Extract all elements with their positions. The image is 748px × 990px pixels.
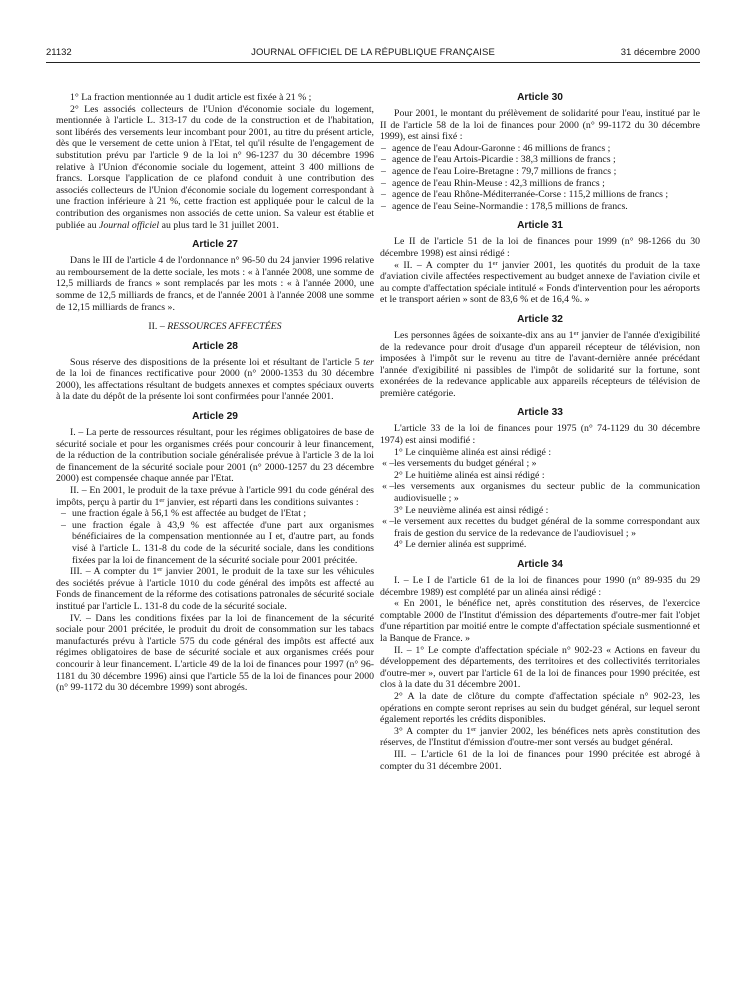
quote-list [380,458,700,470]
list-item: – agence de l'eau Rhône-Méditerranée-Corse : 115,2 millions de francs ; [380,189,700,201]
list-item: « – les versements du budget général ; » [382,458,537,470]
issue-date: 31 décembre 2000 [620,47,700,58]
page-number: 21132 [46,47,72,58]
article-heading: Article 33 [517,407,563,419]
paragraph: « En 2001, le bénéfice net, après constitution des réserves, de l'exercice comptable 2000 de l'Institut d'émission des départements d'outre-mer fait l'objet d'une répartition par moitié entre le compte d'affectation spéciale susmentionné et la Banque de France. » [380,598,700,644]
list-item: – une fraction égale à 56,1 % est affectée au budget de l'Etat ; [60,508,374,520]
list-item: – agence de l'eau Rhin-Meuse : 42,3 millions de francs ; [380,178,700,190]
list-item: « – les versements aux organismes du secteur public de la communication audiovisuelle ; » [382,481,700,505]
paragraph: 1° La fraction mentionnée au 1 dudit article est fixée à 21 % ; [70,92,312,103]
list-item: – agence de l'eau Artois-Picardie : 38,3 millions de francs ; [380,154,700,166]
left-column [56,92,374,694]
journal-title: JOURNAL OFFICIEL DE LA RÉPUBLIQUE FRANÇAISE [251,47,495,58]
page-header [46,46,700,63]
paragraph: L'article 33 de la loi de finances pour 1975 (n° 74-1129 du 30 décembre 1974) est ainsi modifié : [380,423,700,447]
italic-text: Journal officiel [99,219,160,231]
section-heading: II. – RESSOURCES AFFECTÉES [148,321,282,333]
paragraph: III. – A compter du 1er janvier 2001, le produit de la taxe sur les véhicules des sociétés prévue à l'article 1010 du code général des impôts est affecté au Fonds de financement de la réforme des cotisations patronales de sécurité sociale institué par l'article L. 131-8 du code de la sécurité sociale. [56,566,375,612]
paragraph: « II. – A compter du 1er janvier 2001, les quotités du produit de la taxe d'aviation civile affectées respectivement au budget annexe de l'aviation civile et au compte d'affectation spéciale intitulé « Fonds d'intervention pour les aéroports et le transport aérien » sont de 83,6 % et de 16,4 %. » [380,259,700,306]
quote-list [380,481,700,504]
article-heading: Article 28 [192,340,238,352]
list-item: – une fraction égale à 43,9 % est affectée d'une part aux organismes bénéficiaires de la compensation mentionnée au I et, d'autre part, au fonds visé à l'article L. 131-8 du code de la sécurité sociale, dans les conditions fixées par la loi de financement de la sécurité sociale pour 2001 précitée. [60,520,374,566]
quote-list [380,516,700,539]
dash-list [380,143,700,213]
dash-list [56,508,374,566]
list-item: – agence de l'eau Adour-Garonne : 46 millions de francs ; [380,143,700,155]
article-heading: Article 32 [517,313,563,325]
paragraph: I. – Le I de l'article 61 de la loi de finances pour 1990 (n° 89-935 du 29 décembre 1989) est complété par un alinéa ainsi rédigé : [380,575,700,598]
article-heading: Article 27 [192,239,238,251]
list-item: – agence de l'eau Loire-Bretagne : 79,7 millions de francs ; [380,166,700,178]
paragraph: Le II de l'article 51 de la loi de finances pour 1999 (n° 98-1266 du 30 décembre 1998) est ainsi rédigé : [380,236,700,259]
paragraph: II. – 1° Le compte d'affectation spéciale n° 902-23 « Actions en faveur du développement des départements, des territoires et des collectivités territoriales d'outre-mer », ouvert par l'article 61 de la loi de finances pour 1990 précitée, est clos à la date du 31 décembre 2001. [380,644,700,691]
paragraph: Les personnes âgées de soixante-dix ans au 1er janvier de l'année d'exigibilité de la redevance pour droit d'usage d'un appareil récepteur de télévision, non imposées à l'impôt sur le revenu au titre de l'avant-dernière année précédant l'année d'exigibilité ni passibles de l'impôt de solidarité sur la fortune, sont exonérées de la redevance applicable aux appareils récepteurs de télévision de première catégorie. [380,329,701,399]
paragraph: Sous réserve des dispositions de la présente loi et résultant de l'article 5 ter de la loi de finances rectificative pour 2000 (n° 2000-1353 du 30 décembre 2000), les affectations résultant de budgets annexes et comptes spéciaux ouverts à la date du dépôt de la présente loi sont confirmées pour l'année 2001. [56,356,374,403]
paragraph: I. – La perte de ressources résultant, pour les régimes obligatoires de base de sécurité sociale et pour les organismes créés pour concourir à leur financement, de la réduction de la contribution sociale généralisée prévue à l'article 3 de la loi de financement de la sécurité sociale pour 2001 (n° 2000-1257 du 23 décembre 2000) est compensée chaque année par l'Etat. [56,427,374,485]
paragraph: 2° Les associés collecteurs de l'Union d'économie sociale du logement, mentionnée à l'article L. 313-17 du code de la construction et de l'habitation, sont libérés des versements leur incombant pour 2001, au titre du présent article, dès que le versement de cette union à l'Etat, tel qu'il résulte de l'engagement de substitution prévu par l'article 9 de la loi n° 96-1237 du 30 décembre 1996 relative à l'Union d'économie sociale du logement, atteint 3 400 millions de francs. Lorsque l'application de ce plafond conduit à une contribution des associés collecteurs de l'Union d'économie sociale du logement correspondant à une fraction inférieure à 21 %, cette fraction est appliquée pour le calcul de la contribution des organismes non associés de cette union. Sa valeur est établie et publiée au Journal officiel au plus tard le 31 juillet 2001. [56,103,374,231]
paragraph: Pour 2001, le montant du prélèvement de solidarité pour l'eau, institué par le II de l'article 58 de la loi de finances pour 2000 (n° 99-1172 du 30 décembre 1999), est ainsi fixé : [380,108,700,143]
paragraph: III. – L'article 61 de la loi de finances pour 1990 précitée est abrogé à compter du 31 décembre 2001. [380,748,700,772]
article-heading: Article 30 [517,92,563,103]
paragraph: 3° A compter du 1er janvier 2002, les bénéfices nets après constitution des réserves, de l'Institut d'émission d'outre-mer sont versés au budget général. [380,725,701,749]
article-heading: Article 29 [192,411,238,423]
paragraph: Dans le III de l'article 4 de l'ordonnance n° 96-50 du 24 janvier 1996 relative au remboursement de la dette sociale, les mots : « à l'année 2008, une somme de 12,5 milliards de francs » sont remplacés par les mots : « à l'année 2000, une somme de 12,5 milliards de francs, et de l'année 2001 à l'année 2008 une somme de 12,15 milliards de francs ». [56,255,374,313]
list-item: – agence de l'eau Seine-Normandie : 178,5 millions de francs. [380,201,700,213]
paragraph: 3° Le neuvième alinéa est ainsi rédigé : [394,504,549,516]
paragraph: IV. – Dans les conditions fixées par la loi de financement de la sécurité sociale pour 2001 précitée, le produit du droit de consommation sur les tabacs manufacturés prévu à l'article 575 du code général des impôts est affecté aux régimes obligatoires de base de sécurité sociale et aux organismes créés pour concourir à leur financement. L'article 49 de la loi de finances pour 1997 (n° 96-1181 du 30 décembre 1996) ainsi que l'article 55 de la loi de finances pour 2000 (n° 99-1172 du 30 décembre 1999) sont abrogés. [56,612,374,694]
paragraph: 2° A la date de clôture du compte d'affectation spéciale n° 902-23, les opérations en compte seront reprises au sein du budget général, sur lequel seront également reportés les crédits disponibles. [380,690,700,726]
article-heading: Article 31 [517,220,563,232]
paragraph: 1° Le cinquième alinéa est ainsi rédigé : [394,446,552,458]
paragraph: 2° Le huitième alinéa est ainsi rédigé : [394,469,545,481]
article-heading: Article 34 [517,559,563,570]
paragraph: 4° Le dernier alinéa est supprimé. [394,539,527,551]
paragraph: II. – En 2001, le produit de la taxe prévue à l'article 991 du code général des impôts, perçu à partir du 1er janvier, est réparti dans les conditions suivantes : [56,485,374,508]
list-item: « – le versement aux recettes du budget général de la somme correspondant aux frais de gestion du service de la redevance de l'audiovisuel ; » [382,516,700,539]
right-column [380,92,700,772]
